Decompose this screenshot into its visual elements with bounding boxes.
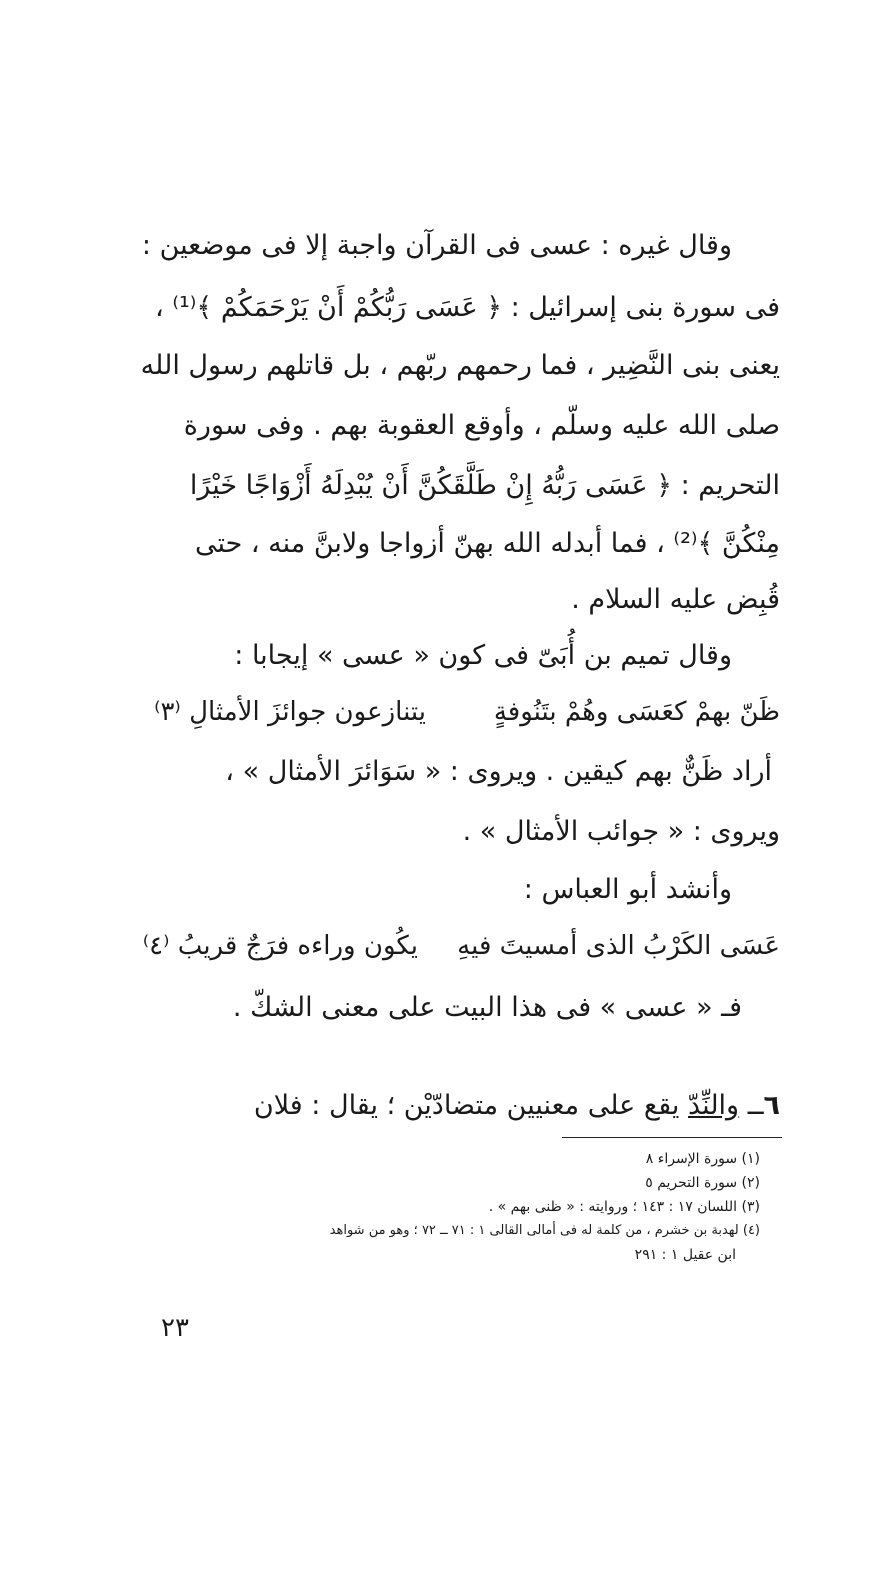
- section-heading-line: [80, 1086, 780, 1126]
- footnote-3: [340, 1196, 760, 1218]
- footnote-divider: [562, 1137, 782, 1138]
- text-line-10: ويروى : « جوائب الأمثال » .: [462, 816, 780, 847]
- footnote-1-text: سورة الإسراء ٨: [645, 1151, 738, 1167]
- verse-1-second-half: يتنازعون جوائزَ الأمثالِ ⁽٣⁾: [154, 697, 426, 727]
- section-text: يقع على معنيين متضادّيْن ؛ يقال : فلان: [253, 1090, 680, 1121]
- text-line-12: فـ « عسى » فى هذا البيت على معنى الشكّ .: [232, 992, 742, 1023]
- text-line-11: وأنشد أبو العباس :: [523, 874, 732, 905]
- text-line-4: صلى الله عليه وسلّم ، وأوقع العقوبة بهم . وفى سورة: [183, 410, 780, 441]
- section-keyword: والنِّدّ: [688, 1090, 740, 1121]
- verse-1-first-half: ظَنّ بهمْ كعَسَى وهُمْ بتَنُوفةٍ: [493, 697, 780, 727]
- footnote-2: [440, 1172, 760, 1194]
- footnote-2-text: سورة التحريم ٥: [645, 1175, 738, 1191]
- footnote-4-text: لهدبة بن خشرم ، من كلمة له فى أمالى القالى ١ : ٧١ ــ ٧٢ ؛ وهو من شواهد: [329, 1223, 739, 1238]
- footnote-4-number: (٤): [742, 1223, 760, 1238]
- text-line-1: وقال غيره : عسى فى القرآن واجبة إلا فى موضعين :: [141, 230, 732, 261]
- text-line-5: التحريم : ﴿ عَسَى رَبُّهُ إِنْ طَلَّقَكُنَّ أَنْ يُبْدِلَهُ أَزْوَاجًا خَيْرًا: [189, 470, 780, 501]
- text-line-2: فى سورة بنى إسرائيل : ﴿ عَسَى رَبُّكُمْ أَنْ يَرْحَمَكُمْ ﴾⁽¹⁾ ،: [155, 292, 780, 323]
- footnote-3-number: (٣): [741, 1199, 760, 1215]
- footnote-1: [440, 1148, 760, 1170]
- verse-2-first-half: عَسَى الكَرْبُ الذى أمسيتَ فيهِ: [457, 931, 780, 961]
- page-number: ٢٣: [161, 1313, 189, 1343]
- footnote-2-number: (٢): [741, 1175, 760, 1191]
- section-dash: ــ: [747, 1090, 764, 1121]
- verse-2-second-half: يكُون وراءه فرَجٌ قريبُ ⁽٤⁾: [142, 931, 418, 961]
- footnote-4: [96, 1220, 760, 1242]
- footnote-4-continuation: ابن عقيل ١ : ٢٩١: [634, 1247, 736, 1263]
- text-line-8: وقال تميم بن أُبَىّ فى كون « عسى » إيجابا :: [234, 640, 732, 671]
- section-number: ٦: [763, 1090, 780, 1121]
- text-line-6: مِنْكُنَّ ﴾⁽²⁾ ، فما أبدله الله بهنّ أزواجا ولابنَّ منه ، حتى: [194, 528, 780, 559]
- text-line-9: أراد ظَنٌّ بهم كيقين . ويروى : « سَوَائرَ الأمثال » ،: [225, 756, 772, 787]
- text-line-3: يعنى بنى النَّضِير ، فما رحمهم ربّهم ، بل قاتلهم رسول الله: [140, 350, 780, 381]
- text-line-7: قُبِض عليه السلام .: [571, 584, 780, 615]
- footnote-1-number: (١): [741, 1151, 760, 1167]
- footnote-3-text: اللسان ١٧ : ١٤٣ ؛ وروايته : « ظنى بهم » .: [488, 1199, 738, 1215]
